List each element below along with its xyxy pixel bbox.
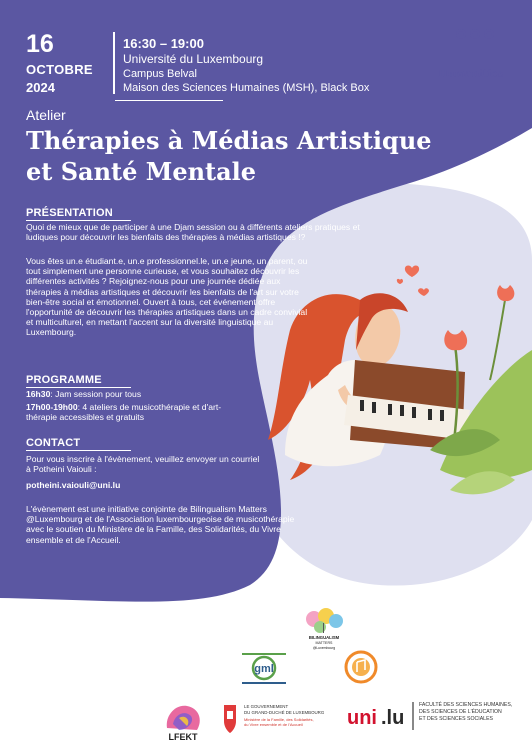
lfekt-logo — [157, 698, 209, 744]
event-year: 2024 — [26, 80, 55, 95]
faculty-bracket-icon — [412, 702, 419, 730]
presentation-heading: PRÉSENTATION — [26, 207, 113, 219]
svg-text:uni: uni — [347, 707, 377, 728]
programme-item-1-text: : Jam session pour tous — [50, 389, 142, 399]
title-line-2: et Santé Mentale — [26, 157, 257, 186]
contact-email-link[interactable]: potheini.vaiouli@uni.lu — [26, 480, 121, 490]
svg-text:du Vivre ensemble et de l'Accu: du Vivre ensemble et de l'Accueil — [244, 722, 303, 727]
initiative-note: L'évènement est une initiative conjointe de Bilingualism Matters @Luxembourg et de l'Association luxembourgeoise de musicothérapie avec le soutien du Ministère de la Famille, des Solidarités, du Vivre ensemble et de l'Accueil. — [26, 504, 295, 545]
svg-text:.lu: .lu — [381, 707, 405, 728]
programme-heading: PROGRAMME — [26, 374, 102, 386]
svg-text:Ministère de la Famille, des S: Ministère de la Famille, des Solidarités, — [244, 717, 314, 722]
venue-campus: Campus Belval — [123, 68, 197, 80]
date-divider — [113, 32, 115, 94]
title-line-1: Thérapies à Médias Artistique — [26, 126, 432, 155]
contact-divider — [26, 450, 131, 451]
programme-item-1-time: 16h30 — [26, 389, 51, 399]
faculty-line-3: ET DES SCIENCES SOCIALES — [419, 716, 493, 722]
faculty-line-1: FACULTÉ DES SCIENCES HUMAINES, — [419, 702, 513, 708]
presentation-paragraph-1: Quoi de mieux que de participer à une Djam session ou à différents ateliers pratiques et ludiques pour découvrir les bienfaits des thérapies à médias artistiques !? — [26, 222, 360, 243]
event-type: Atelier — [26, 107, 66, 123]
event-title — [26, 125, 456, 187]
people-group-icon — [452, 28, 498, 64]
humanities-label: Humanities — [438, 69, 504, 80]
svg-text:LE GOUVERNEMENT: LE GOUVERNEMENT — [244, 704, 289, 709]
svg-text:@Luxembourg: @Luxembourg — [312, 646, 336, 650]
uni-lu-logo — [347, 706, 405, 728]
luxembourg-government-logo — [222, 699, 332, 743]
presentation-divider — [26, 220, 131, 221]
programme-item-2 — [26, 402, 236, 422]
svg-text:MATTERS: MATTERS — [315, 641, 333, 645]
svg-text:gml: gml — [254, 663, 274, 675]
association-musicotherapie-logo — [343, 648, 379, 686]
programme-item-2-text: : 4 ateliers de musicothérapie et d'art-thérapie accessibles et gratuits — [26, 402, 222, 423]
programme-divider — [26, 387, 131, 388]
presentation-paragraph-2: Vous êtes un.e étudiant.e, un.e professionnel.le, un.e jeune, un parent, ou tout simplement une personne curieuse, et vous souhaitez découvrir les différentes activités ? Rejoignez-nous pour une journée dédiée aux thérapies à médias artistiques et découvrir les bienfaits de l'art sur votre bien-être social et émotionnel. Ouvert à tous, cet événement offre l'opportunité de découvrir les thérapies artistiques dans un cadre convivial et multiculturel, en mettant l'accent sur la diversité linguistique au Luxembourg. — [26, 256, 308, 338]
svg-text:LFEKT: LFEKT — [168, 732, 198, 742]
event-day: 16 — [26, 30, 54, 58]
gml-logo — [238, 648, 290, 688]
svg-text:DU GRAND-DUCHÉ DE LUXEMBOURG: DU GRAND-DUCHÉ DE LUXEMBOURG — [244, 710, 325, 715]
programme-item-1 — [26, 389, 236, 399]
programme-item-2-time: 17h00-19h00 — [26, 402, 78, 412]
svg-text:BILINGUALISM: BILINGUALISM — [308, 635, 340, 640]
event-month: OCTOBRE — [26, 62, 93, 77]
venue-university: Université du Luxembourg — [123, 52, 264, 66]
event-time: 16:30 – 19:00 — [123, 36, 204, 51]
bilingualism-matters-logo — [300, 607, 348, 653]
contact-text: Pour vous inscrire à l'évènement, veuillez envoyer un courriel à Potheini Vaiouli : — [26, 454, 260, 475]
header-divider — [115, 100, 223, 101]
faculty-line-2: DES SCIENCES DE L'ÉDUCATION — [419, 709, 502, 715]
venue-building: Maison des Sciences Humaines (MSH), Black Box — [123, 82, 370, 94]
contact-heading: CONTACT — [26, 437, 81, 449]
